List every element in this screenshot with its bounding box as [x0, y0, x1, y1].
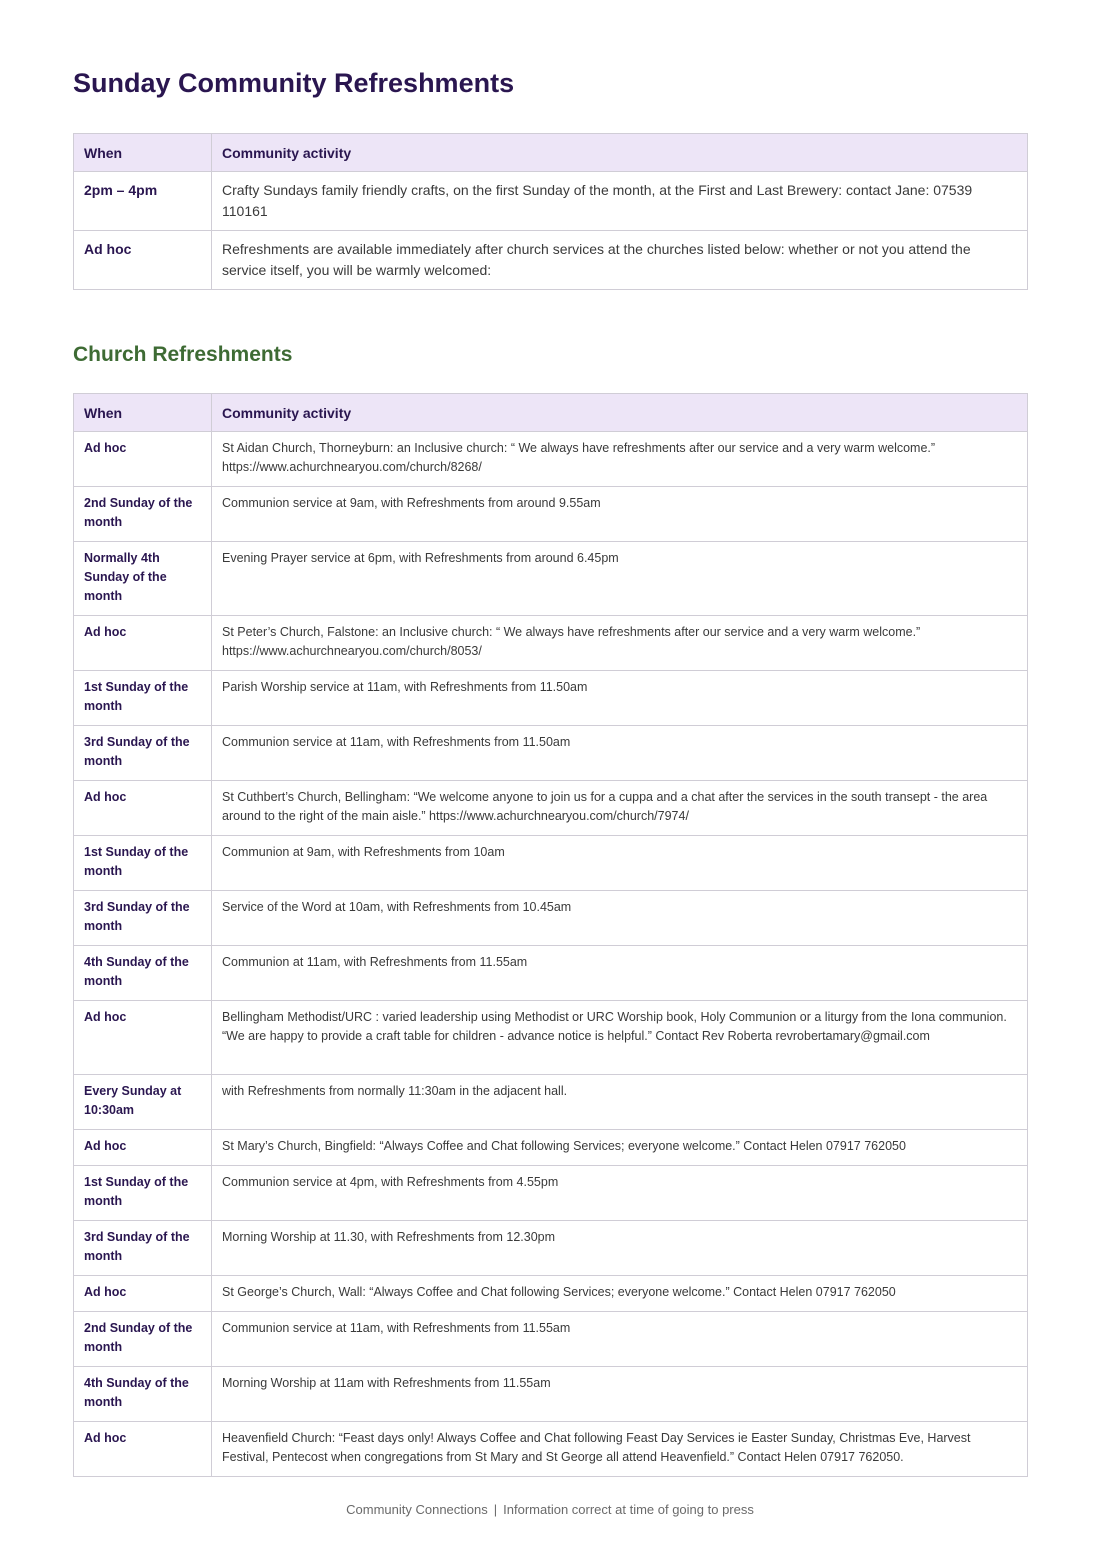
when-cell: 3rd Sunday of the month [74, 726, 212, 781]
when-cell: Every Sunday at 10:30am [74, 1075, 212, 1130]
table-header-row [74, 394, 1028, 432]
activity-cell: Communion at 11am, with Refreshments from 11.55am [212, 946, 1028, 1001]
table-row [74, 1130, 1028, 1166]
when-cell: 3rd Sunday of the month [74, 1221, 212, 1276]
activity-cell: Communion service at 9am, with Refreshments from around 9.55am [212, 487, 1028, 542]
when-cell: Ad hoc [74, 1276, 212, 1312]
when-cell: 3rd Sunday of the month [74, 891, 212, 946]
table-row [74, 616, 1028, 671]
activity-cell: Refreshments are available immediately after church services at the churches listed below: whether or not you attend the service itself, you will be warmly welcomed: [212, 231, 1028, 290]
activity-cell: Heavenfield Church: “Feast days only! Always Coffee and Chat following Feast Day Services ie Easter Sunday, Christmas Eve, Harvest Festival, Pentecost when congregations from St Mary and St George all attend Heavenfield.” Contact Helen 07917 762050. [212, 1422, 1028, 1477]
when-cell: 4th Sunday of the month [74, 1367, 212, 1422]
activity-cell: Bellingham Methodist/URC : varied leadership using Methodist or URC Worship book, Holy Communion or a liturgy from the Iona communion. “We are happy to provide a craft table for children - advance notice is helpful.” Contact Rev Roberta revrobertamary@gmail.com [212, 1001, 1028, 1075]
table-row [74, 542, 1028, 616]
activity-cell: St Cuthbert’s Church, Bellingham: “We welcome anyone to join us for a cuppa and a chat after the services in the south transept - the area around to the right of the main aisle.” https://www.achurchnearyou.com/church/7974/ [212, 781, 1028, 836]
activity-cell: Morning Worship at 11am with Refreshments from 11.55am [212, 1367, 1028, 1422]
activity-cell: St Peter’s Church, Falstone: an Inclusive church: “ We always have refreshments after our service and a very warm welcome.” https://www.achurchnearyou.com/church/8053/ [212, 616, 1028, 671]
activity-cell: Communion service at 11am, with Refreshments from 11.55am [212, 1312, 1028, 1367]
table-row [74, 172, 1028, 231]
header-activity: Community activity [212, 134, 1028, 172]
when-cell: Normally 4th Sunday of the month [74, 542, 212, 616]
table-row [74, 726, 1028, 781]
activity-cell: St Aidan Church, Thorneyburn: an Inclusive church: “ We always have refreshments after our service and a very warm welcome.” https://www.achurchnearyou.com/church/8268/ [212, 432, 1028, 487]
when-cell: 2nd Sunday of the month [74, 487, 212, 542]
activity-cell: St Mary’s Church, Bingfield: “Always Coffee and Chat following Services; everyone welcome.” Contact Helen 07917 762050 [212, 1130, 1028, 1166]
page-footer [0, 1502, 1100, 1517]
when-cell: Ad hoc [74, 1130, 212, 1166]
header-when: When [74, 134, 212, 172]
activity-cell: Parish Worship service at 11am, with Refreshments from 11.50am [212, 671, 1028, 726]
when-cell: 4th Sunday of the month [74, 946, 212, 1001]
activity-cell: Evening Prayer service at 6pm, with Refreshments from around 6.45pm [212, 542, 1028, 616]
activity-cell: Service of the Word at 10am, with Refreshments from 10.45am [212, 891, 1028, 946]
footer-separator: | [493, 1502, 498, 1517]
activity-cell: Communion service at 4pm, with Refreshments from 4.55pm [212, 1166, 1028, 1221]
when-cell: 2nd Sunday of the month [74, 1312, 212, 1367]
table-row [74, 1221, 1028, 1276]
when-cell: Ad hoc [74, 1001, 212, 1075]
header-when: When [74, 394, 212, 432]
table-row [74, 1422, 1028, 1477]
when-cell: 1st Sunday of the month [74, 1166, 212, 1221]
table-row [74, 1001, 1028, 1075]
when-cell: Ad hoc [74, 781, 212, 836]
activity-cell: St George’s Church, Wall: “Always Coffee and Chat following Services; everyone welcome.” Contact Helen 07917 762050 [212, 1276, 1028, 1312]
table-header-row [74, 134, 1028, 172]
header-activity: Community activity [212, 394, 1028, 432]
activity-cell: Communion at 9am, with Refreshments from 10am [212, 836, 1028, 891]
when-cell: Ad hoc [74, 1422, 212, 1477]
footer-left-text: Community Connections [346, 1502, 488, 1517]
table-row [74, 487, 1028, 542]
when-cell: 1st Sunday of the month [74, 836, 212, 891]
table-row [74, 432, 1028, 487]
table-row [74, 231, 1028, 290]
table-row [74, 946, 1028, 1001]
activity-cell: Morning Worship at 11.30, with Refreshments from 12.30pm [212, 1221, 1028, 1276]
table-row [74, 1166, 1028, 1221]
when-cell: Ad hoc [74, 231, 212, 290]
section-title-church-refreshments: Church Refreshments [73, 343, 293, 366]
table-row [74, 1075, 1028, 1130]
page-title: Sunday Community Refreshments [73, 68, 515, 98]
table-row [74, 671, 1028, 726]
footer-right-text: Information correct at time of going to press [503, 1502, 754, 1517]
table-row [74, 781, 1028, 836]
when-cell: Ad hoc [74, 432, 212, 487]
table-row [74, 836, 1028, 891]
when-cell: 1st Sunday of the month [74, 671, 212, 726]
table-row [74, 1276, 1028, 1312]
when-cell: 2pm – 4pm [74, 172, 212, 231]
activity-cell: Communion service at 11am, with Refreshments from 11.50am [212, 726, 1028, 781]
community-activity-table [73, 133, 1028, 290]
table-row [74, 1367, 1028, 1422]
church-refreshments-table [73, 393, 1028, 1477]
table-row [74, 1312, 1028, 1367]
activity-cell: Crafty Sundays family friendly crafts, on the first Sunday of the month, at the First and Last Brewery: contact Jane: 07539 110161 [212, 172, 1028, 231]
activity-cell: with Refreshments from normally 11:30am in the adjacent hall. [212, 1075, 1028, 1130]
when-cell: Ad hoc [74, 616, 212, 671]
table-row [74, 891, 1028, 946]
